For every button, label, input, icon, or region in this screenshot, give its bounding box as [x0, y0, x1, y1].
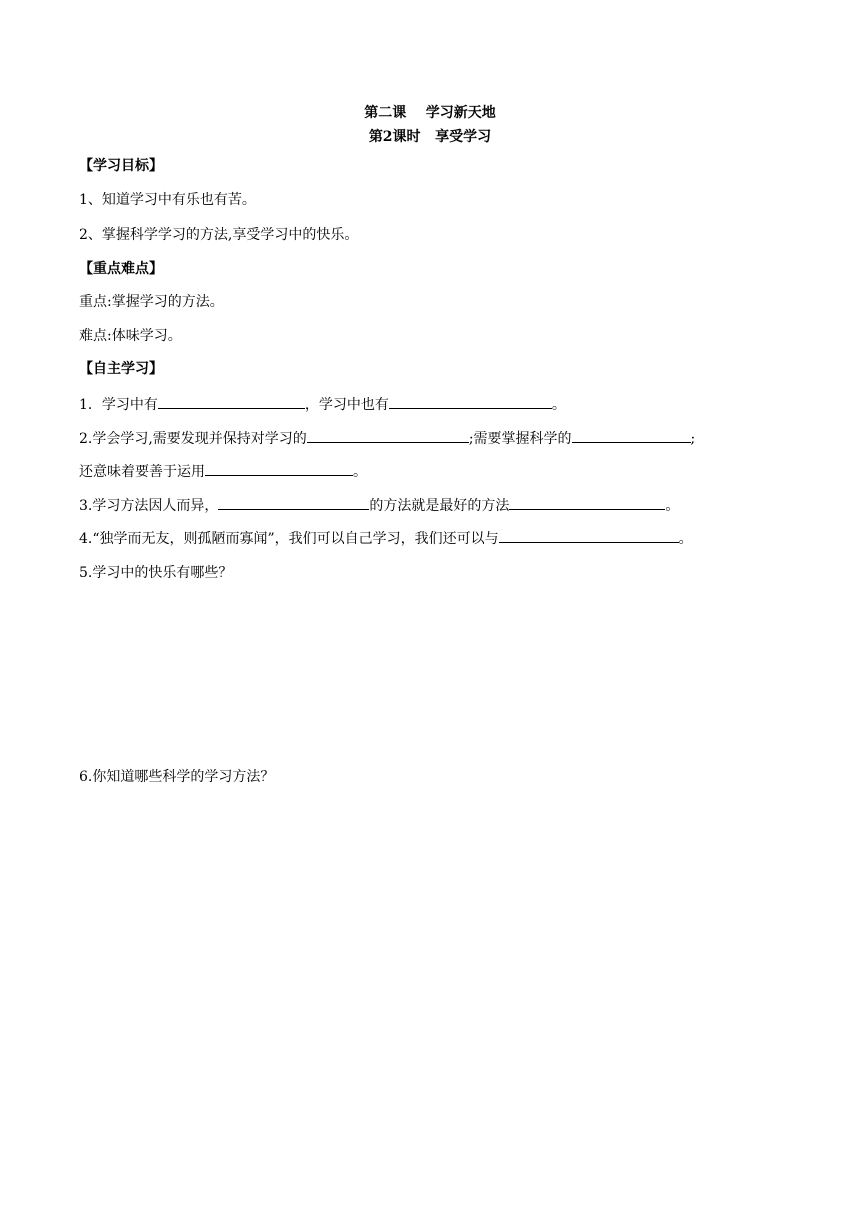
objective-1: 1、知道学习中有乐也有苦。 — [79, 192, 256, 208]
selfstudy-heading: 【自主学习】 — [79, 361, 163, 377]
question-2-continued — [79, 461, 367, 482]
question-2-text-d: 还意味着要善于运用 — [79, 464, 205, 480]
objectives-heading: 【学习目标】 — [79, 158, 163, 174]
question-2-text-e: 。 — [353, 464, 367, 480]
question-3 — [79, 495, 679, 516]
question-3-text-b: 的方法就是最好的方法 — [369, 498, 510, 514]
question-6: 6.你知道哪些科学的学习方法？ — [79, 769, 275, 785]
question-2-text-c: ; — [690, 431, 696, 447]
question-2-text-b: ;需要掌握科学的 — [468, 431, 572, 447]
answer-blank-2b[interactable] — [572, 428, 691, 443]
answer-blank-2c[interactable] — [205, 461, 353, 476]
question-1 — [79, 394, 566, 415]
objective-2: 2、掌握科学学习的方法,享受学习中的快乐。 — [79, 227, 359, 243]
question-4-text-a: 4.“独学而无友，则孤陋而寡闻”，我们可以自己学习，我们还可以与 — [79, 531, 499, 547]
question-3-text-a: 3.学习方法因人而异， — [79, 498, 219, 514]
question-3-text-c: 。 — [665, 498, 680, 514]
answer-blank-3b[interactable] — [509, 495, 665, 510]
question-4 — [79, 528, 693, 549]
question-5: 5.学习中的快乐有哪些？ — [79, 565, 233, 581]
question-2 — [79, 428, 695, 449]
keypoints-heading: 【重点难点】 — [79, 261, 163, 277]
question-2-text-a: 2.学会学习,需要发现并保持对学习的 — [79, 431, 307, 447]
answer-blank-3a[interactable] — [218, 495, 369, 510]
question-1-text-b: ，学习中也有 — [304, 397, 389, 413]
question-1-text-a: 1．学习中有 — [79, 397, 158, 413]
question-4-text-b: 。 — [678, 531, 693, 547]
keypoint: 重点:掌握学习的方法。 — [79, 294, 224, 310]
answer-blank-2a[interactable] — [307, 428, 469, 443]
answer-blank-4[interactable] — [499, 528, 679, 543]
answer-blank-1b[interactable] — [389, 394, 552, 409]
question-1-text-c: 。 — [551, 397, 566, 413]
answer-blank-1a[interactable] — [158, 394, 305, 409]
lesson-subtitle: 第2课时 享受学习 — [368, 129, 492, 145]
lesson-title: 第二课 学习新天地 — [364, 105, 496, 121]
difficulty: 难点:体味学习。 — [79, 328, 182, 344]
